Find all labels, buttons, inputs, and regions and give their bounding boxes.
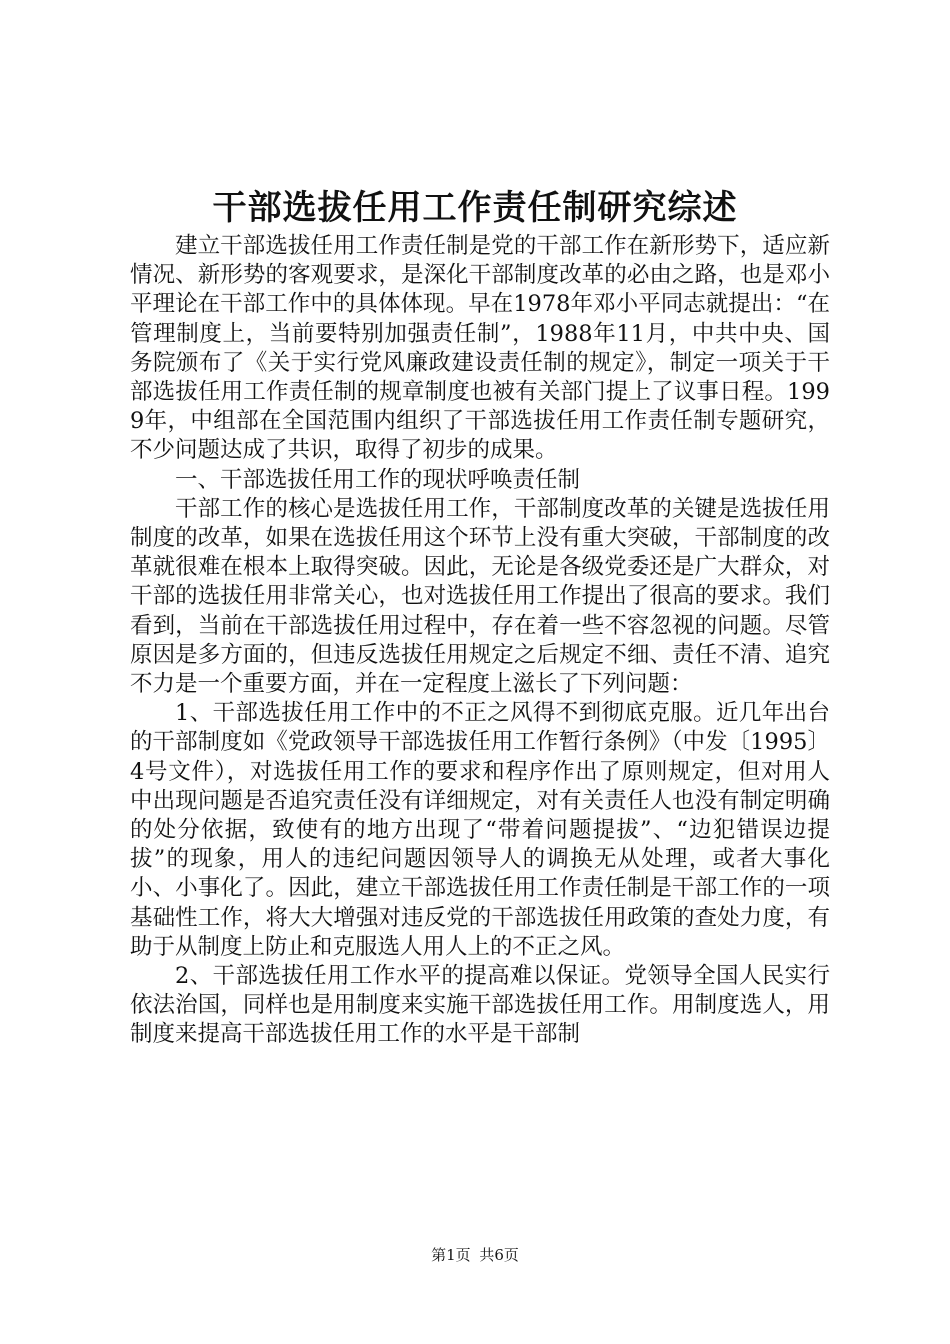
document-body xyxy=(130,232,830,1050)
page-number: 第1页 xyxy=(431,1246,471,1264)
paragraph-intro: 建立干部选拔任用工作责任制是党的干部工作在新形势下，适应新情况、新形势的客观要求，是深化干部制度改革的必由之路，也是邓小平理论在干部工作中的具体体现。早在1978年邓小平同志就提出：“在管理制度上，当前要特别加强责任制”，1988年11月，中共中央、国务院颁布了《关于实行党风廉政建设责任制的规定》，制定一项关于干部选拔任用工作责任制的规章制度也被有关部门提上了议事日程。1999年，中组部在全国范围内组织了干部选拔任用工作责任制专题研究，不少问题达成了共识，取得了初步的成果。 xyxy=(130,233,830,464)
page-total: 共6页 xyxy=(479,1246,519,1264)
paragraph-item-2: 2、干部选拔任用工作水平的提高难以保证。党领导全国人民实行依法治国，同样也是用制度来实施干部选拔任用工作。用制度选人，用制度来提高干部选拔任用工作的水平是干部制 xyxy=(130,963,830,1048)
document-title: 干部选拔任用工作责任制研究综述 xyxy=(212,188,738,228)
paragraph-item-1: 1、干部选拔任用工作中的不正之风得不到彻底克服。近几年出台的干部制度如《党政领导干部选拔任用工作暂行条例》（中发〔1995〕4号文件），对选拔任用工作的要求和程序作出了原则规定，但对用人中出现问题是否追究责任没有详细规定，对有关责任人也没有制定明确的处分依据，致使有的地方出现了“带着问题提拔”、“边犯错误边提拔”的现象，用人的违纪问题因领导人的调换无从处理，或者大事化小、小事化了。因此，建立干部选拔任用工作责任制是干部工作的一项基础性工作，将大大增强对违反党的干部选拔任用政策的查处力度，有助于从制度上防止和克服选人用人上的不正之风。 xyxy=(130,700,830,960)
page-footer xyxy=(0,1245,950,1265)
paragraph-section-1: 干部工作的核心是选拔任用工作，干部制度改革的关键是选拔任用制度的改革，如果在选拔任用这个环节上没有重大突破，干部制度的改革就很难在根本上取得突破。因此，无论是各级党委还是广大群众，对干部的选拔任用非常关心，也对选拔任用工作提出了很高的要求。我们看到，当前在干部选拔任用过程中，存在着一些不容忽视的问题。尽管原因是多方面的，但违反选拔任用规定之后规定不细、责任不清、追究不力是一个重要方面，并在一定程度上滋长了下列问题： xyxy=(130,495,830,698)
section-heading-1: 一、干部选拔任用工作的现状呼唤责任制 xyxy=(175,466,581,493)
